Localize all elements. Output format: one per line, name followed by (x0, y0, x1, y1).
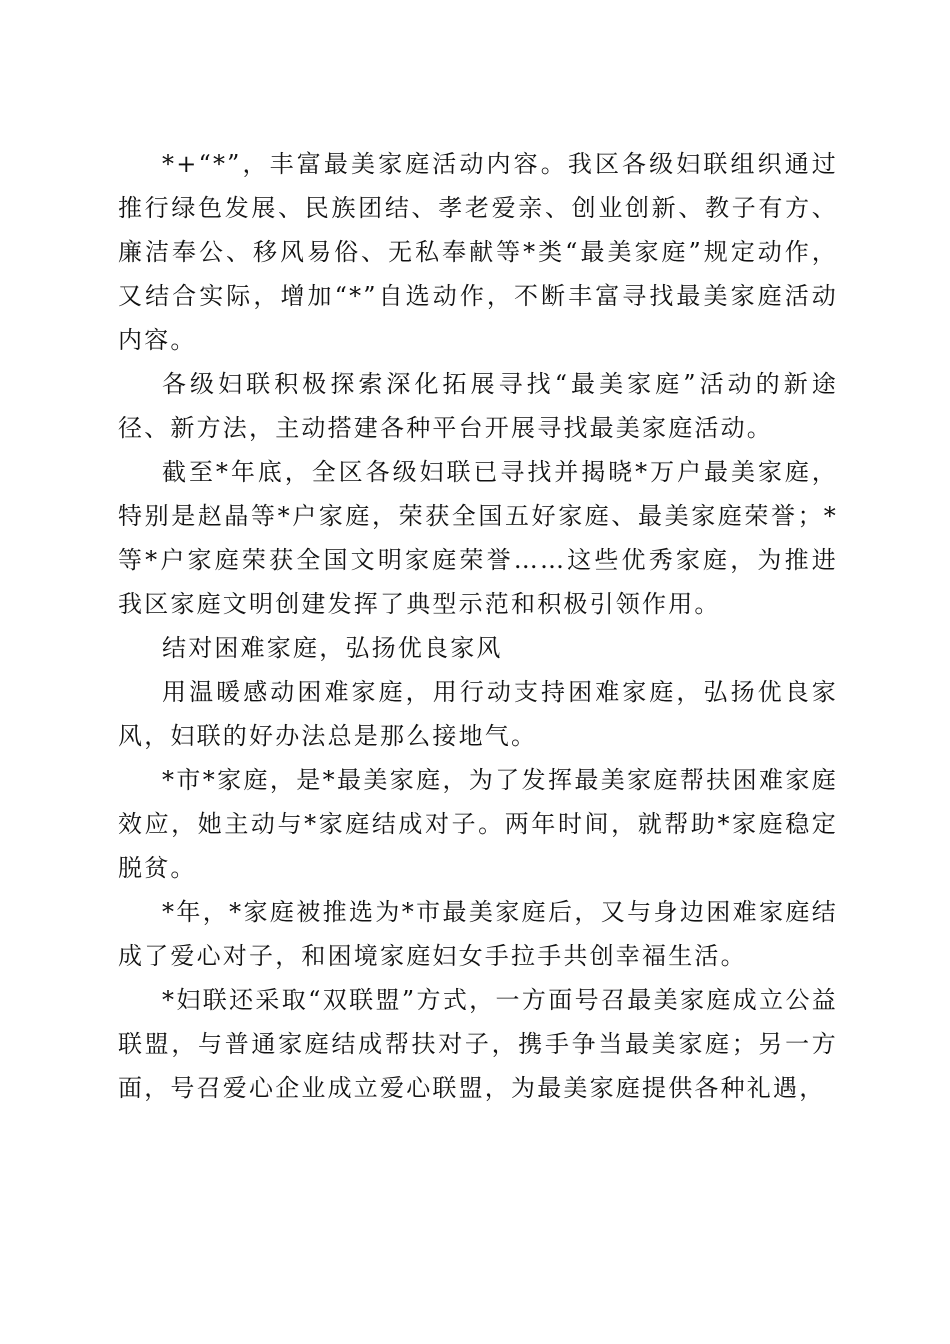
paragraph-warmth-support: 用温暖感动困难家庭，用行动支持困难家庭，弘扬优良家风，妇联的好办法总是那么接地气。 (118, 678, 838, 750)
paragraph-explore-new-ways: 各级妇联积极探索深化拓展寻找“最美家庭”活动的新途径、新方法，主动搭建各种平台开展寻找最美家庭活动。 (118, 370, 838, 442)
paragraph-intro-activities: *+“*”，丰富最美家庭活动内容。我区各级妇联组织通过推行绿色发展、民族团结、孝老爱亲、创业创新、教子有方、廉洁奉公、移风易俗、无私奉献等*类“最美家庭”规定动作，又结合实际，增加“*”自选动作，不断丰富寻找最美家庭活动内容。 (118, 150, 838, 354)
document-body (118, 142, 838, 1110)
paragraph-selected-family: *年，*家庭被推选为*市最美家庭后，又与身边困难家庭结成了爱心对子，和困境家庭妇女手拉手共创幸福生活。 (118, 898, 838, 970)
paragraph-year-end-results: 截至*年底，全区各级妇联已寻找并揭晓*万户最美家庭，特别是赵晶等*户家庭，荣获全国五好家庭、最美家庭荣誉；*等*户家庭荣获全国文明家庭荣誉……这些优秀家庭，为推进我区家庭文明创建发挥了典型示范和积极引领作用。 (118, 458, 838, 618)
paragraph-city-family: *市*家庭，是*最美家庭，为了发挥最美家庭帮扶困难家庭效应，她主动与*家庭结成对子。两年时间，就帮助*家庭稳定脱贫。 (118, 766, 838, 882)
section-heading-pairing: 结对困难家庭，弘扬优良家风 (162, 634, 503, 662)
paragraph-dual-alliance: *妇联还采取“双联盟”方式，一方面号召最美家庭成立公益联盟，与普通家庭结成帮扶对子，携手争当最美家庭；另一方面，号召爱心企业成立爱心联盟，为最美家庭提供各种礼遇， (118, 986, 838, 1102)
